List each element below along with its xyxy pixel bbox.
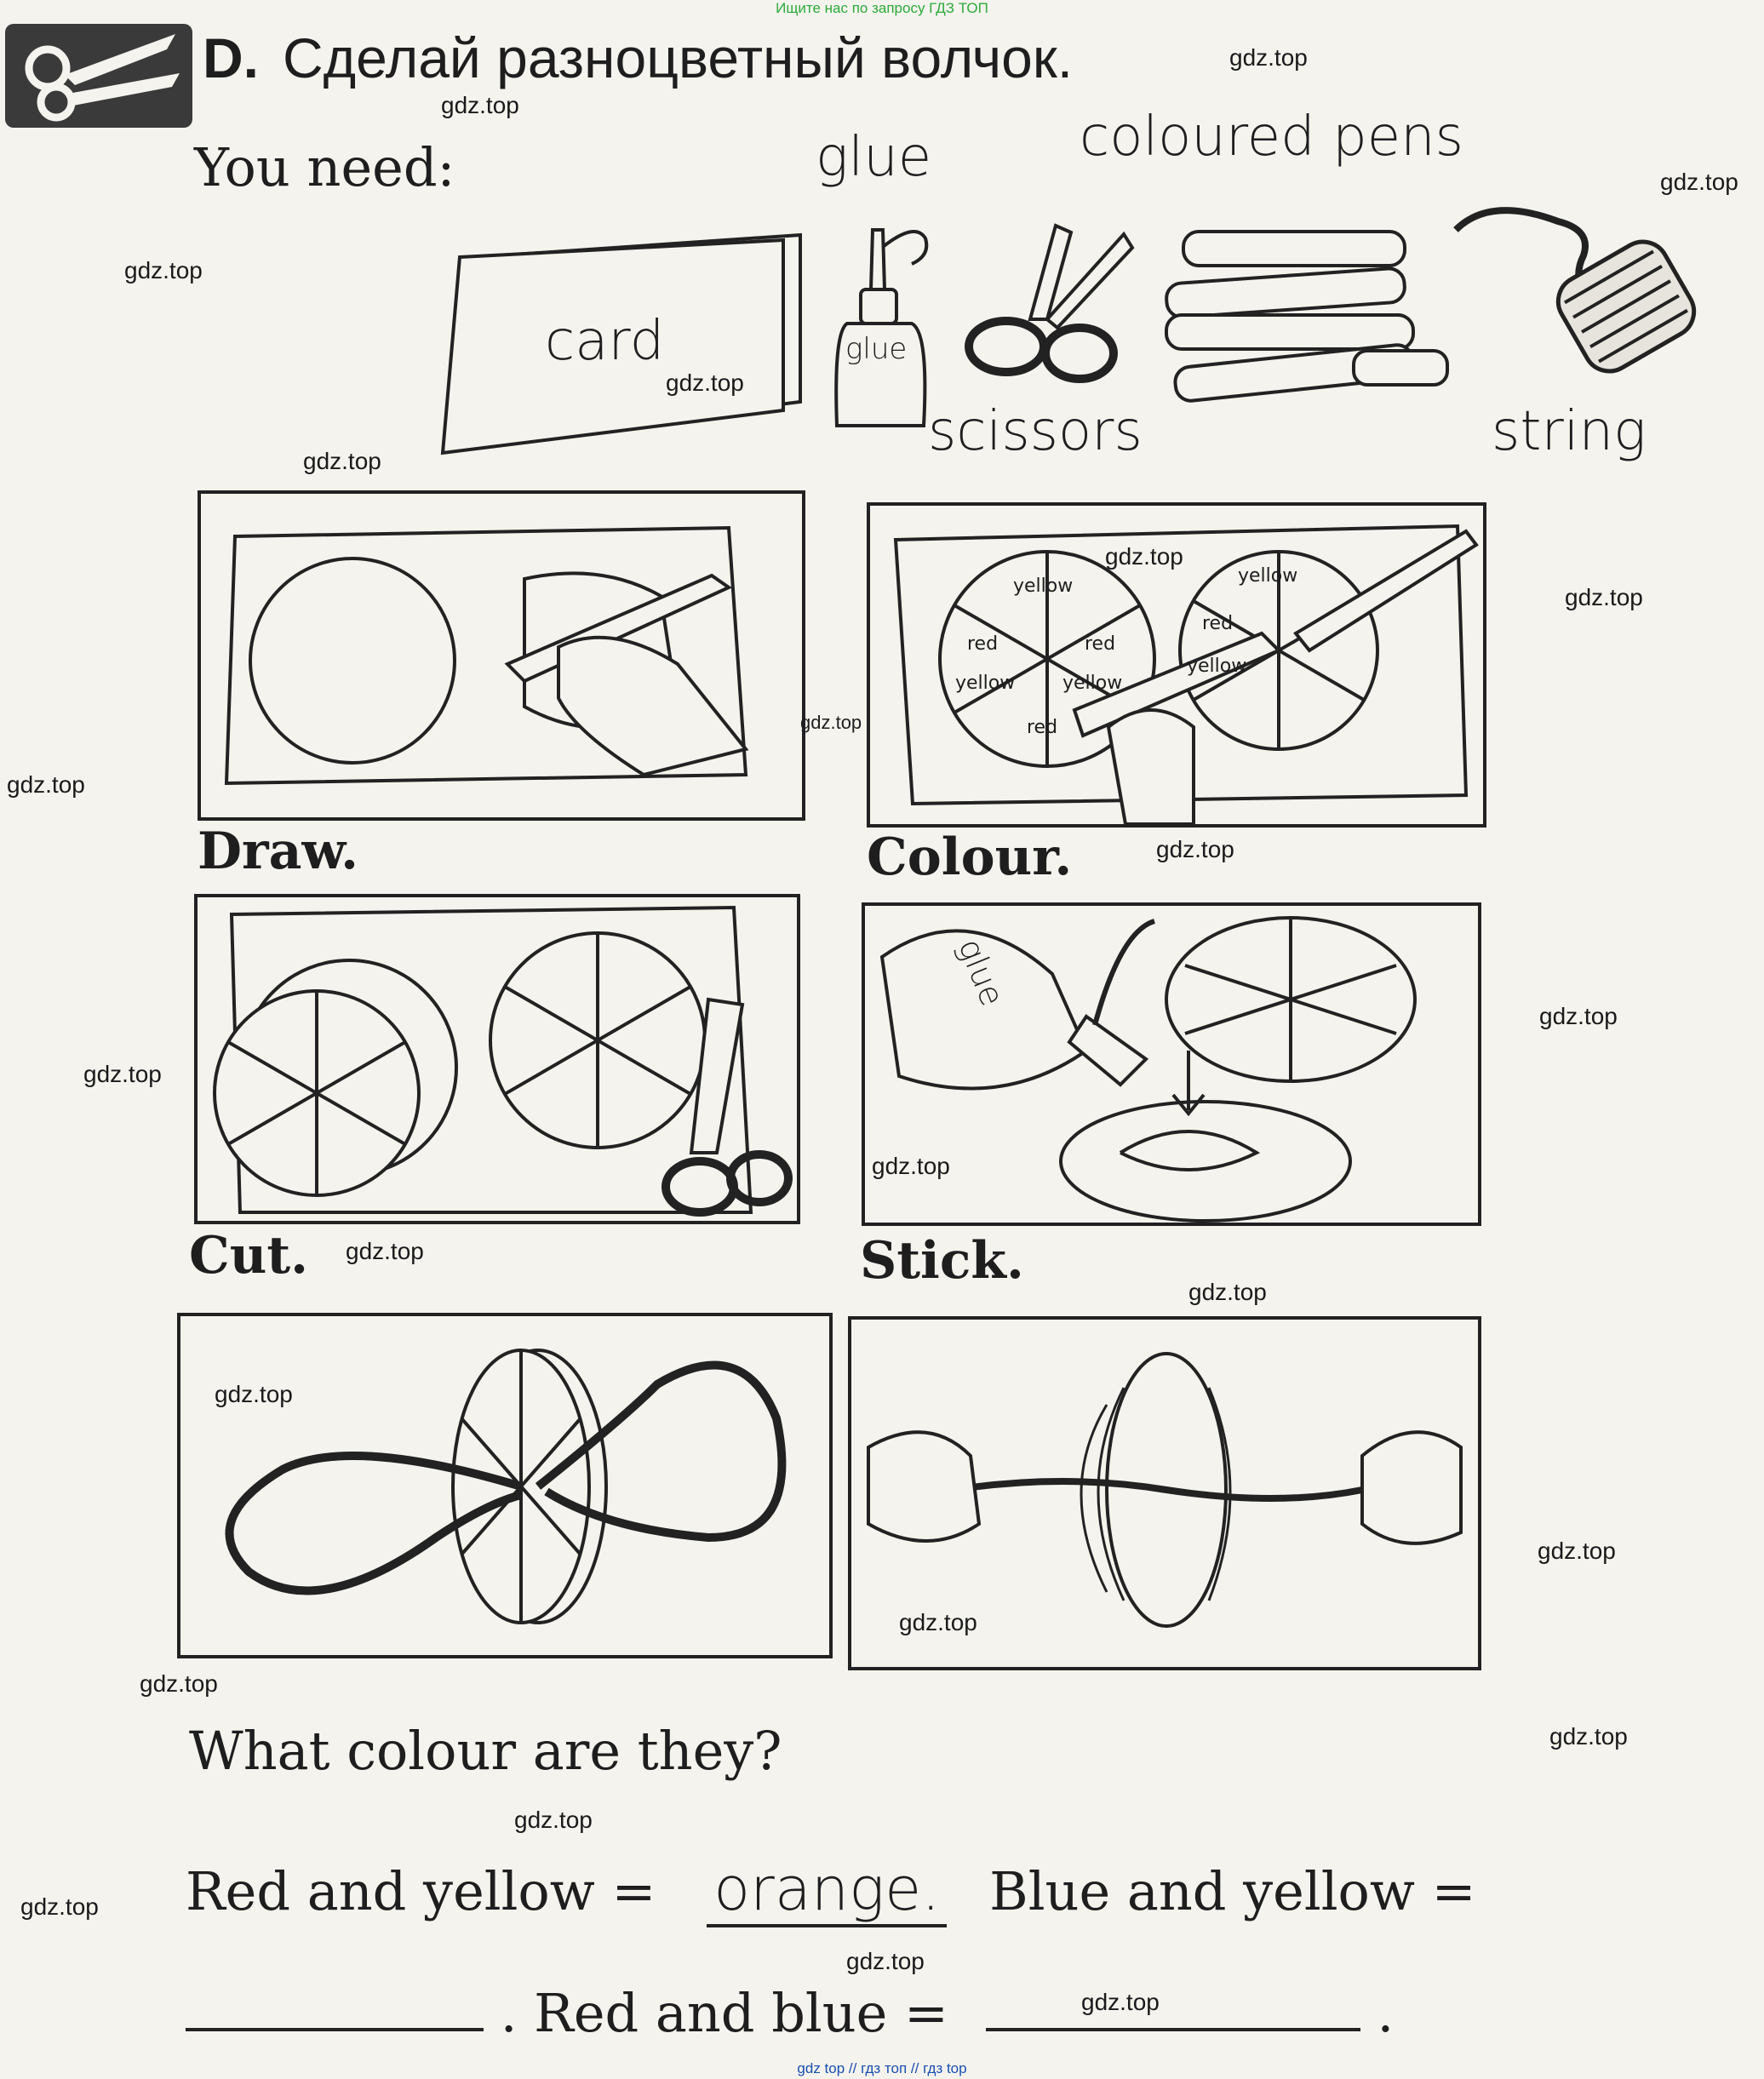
task-title-text: Сделай разноцветный волчок. — [283, 26, 1074, 89]
watermark: gdz.top — [1188, 1279, 1267, 1305]
card-illustration — [443, 232, 817, 461]
draw-panel — [198, 490, 805, 821]
string-label: string — [1492, 400, 1647, 463]
watermark: gdz.top — [20, 1893, 99, 1920]
watermark: gdz.top — [1229, 44, 1308, 71]
left-wheel-label-4: yellow — [955, 673, 1016, 694]
search-hint-link[interactable]: Ищите нас по запросу ГДЗ ТОП — [776, 0, 988, 16]
card-label: card — [545, 310, 665, 373]
scissors-label: scissors — [928, 400, 1143, 463]
watermark: gdz.top — [514, 1807, 593, 1833]
you-need-heading: You need: — [194, 136, 455, 198]
step-cut: Cut. — [189, 1226, 308, 1286]
watermark: gdz.top — [215, 1381, 293, 1407]
task-letter: D. — [203, 26, 259, 89]
watermark: gdz.top — [1105, 543, 1183, 570]
watermark: gdz.top — [1081, 1989, 1160, 2015]
watermark: gdz.top — [1549, 1723, 1628, 1750]
watermark: gdz.top — [83, 1061, 162, 1087]
line1-red-yellow: Red and yellow = — [186, 1860, 656, 1922]
right-wheel-label-1: yellow — [1238, 565, 1298, 587]
line2-red-blue: . Red and blue = — [500, 1982, 948, 2044]
left-wheel-label-3: red — [1085, 633, 1116, 655]
exercise-line-2 — [186, 1982, 1394, 2044]
step-stick: Stick. — [860, 1231, 1024, 1291]
watermark: gdz.top — [1660, 169, 1738, 195]
spinner-threaded-panel — [177, 1313, 833, 1658]
glue-bottle-illustration — [830, 221, 941, 443]
watermark: gdz.top — [872, 1153, 950, 1179]
coloured-pens-illustration — [1158, 223, 1464, 410]
answer-orange: orange. — [707, 1854, 947, 1927]
watermark: gdz.top — [899, 1609, 977, 1635]
scissors-illustration — [962, 217, 1132, 387]
line2-end: . — [1377, 1982, 1395, 2044]
exercise-line-1 — [186, 1854, 1476, 1927]
footer-links[interactable]: gdz top // гдз топ // гдз top — [797, 2060, 967, 2076]
watermark: gdz.top — [1539, 1003, 1618, 1029]
string-illustration — [1439, 196, 1703, 400]
cut-panel — [194, 894, 800, 1224]
glue-bottle-label: glue — [845, 332, 908, 366]
watermark: gdz.top — [7, 771, 85, 798]
watermark: gdz.top — [303, 448, 381, 474]
watermark: gdz.top — [846, 1948, 925, 1974]
step-colour: Colour. — [867, 828, 1073, 887]
right-wheel-label-2: red — [1202, 613, 1234, 634]
answer-blank-green[interactable] — [186, 2019, 484, 2031]
watermark: gdz.top — [666, 369, 744, 396]
glue-label: glue — [816, 126, 932, 189]
coloured-pens-label: coloured pens — [1080, 106, 1463, 169]
left-wheel-label-2: red — [967, 633, 999, 655]
stick-panel — [862, 902, 1481, 1226]
left-wheel-label-1: yellow — [1013, 576, 1074, 597]
stick-glue-bottle-label: glue — [950, 933, 1011, 1011]
left-wheel-label-6: red — [1027, 717, 1058, 738]
answer-blank-purple[interactable] — [986, 2019, 1360, 2031]
left-wheel-label-5: yellow — [1062, 673, 1123, 694]
watermark: gdz.top — [441, 92, 519, 118]
exercise-question: What colour are they? — [189, 1720, 782, 1782]
watermark: gdz.top — [1538, 1538, 1616, 1564]
step-draw: Draw. — [198, 822, 359, 881]
watermark: gdz.top — [1565, 584, 1643, 610]
watermark: gdz.top — [346, 1238, 424, 1264]
line1-blue-yellow: Blue and yellow = — [989, 1860, 1476, 1922]
right-wheel-label-3: yellow — [1187, 656, 1247, 677]
watermark: gdz.top — [124, 257, 203, 284]
watermark: gdz.top — [800, 712, 862, 733]
watermark: gdz.top — [140, 1670, 218, 1697]
task-title — [203, 26, 1073, 90]
watermark: gdz.top — [1156, 836, 1234, 862]
scissors-icon — [5, 24, 192, 128]
